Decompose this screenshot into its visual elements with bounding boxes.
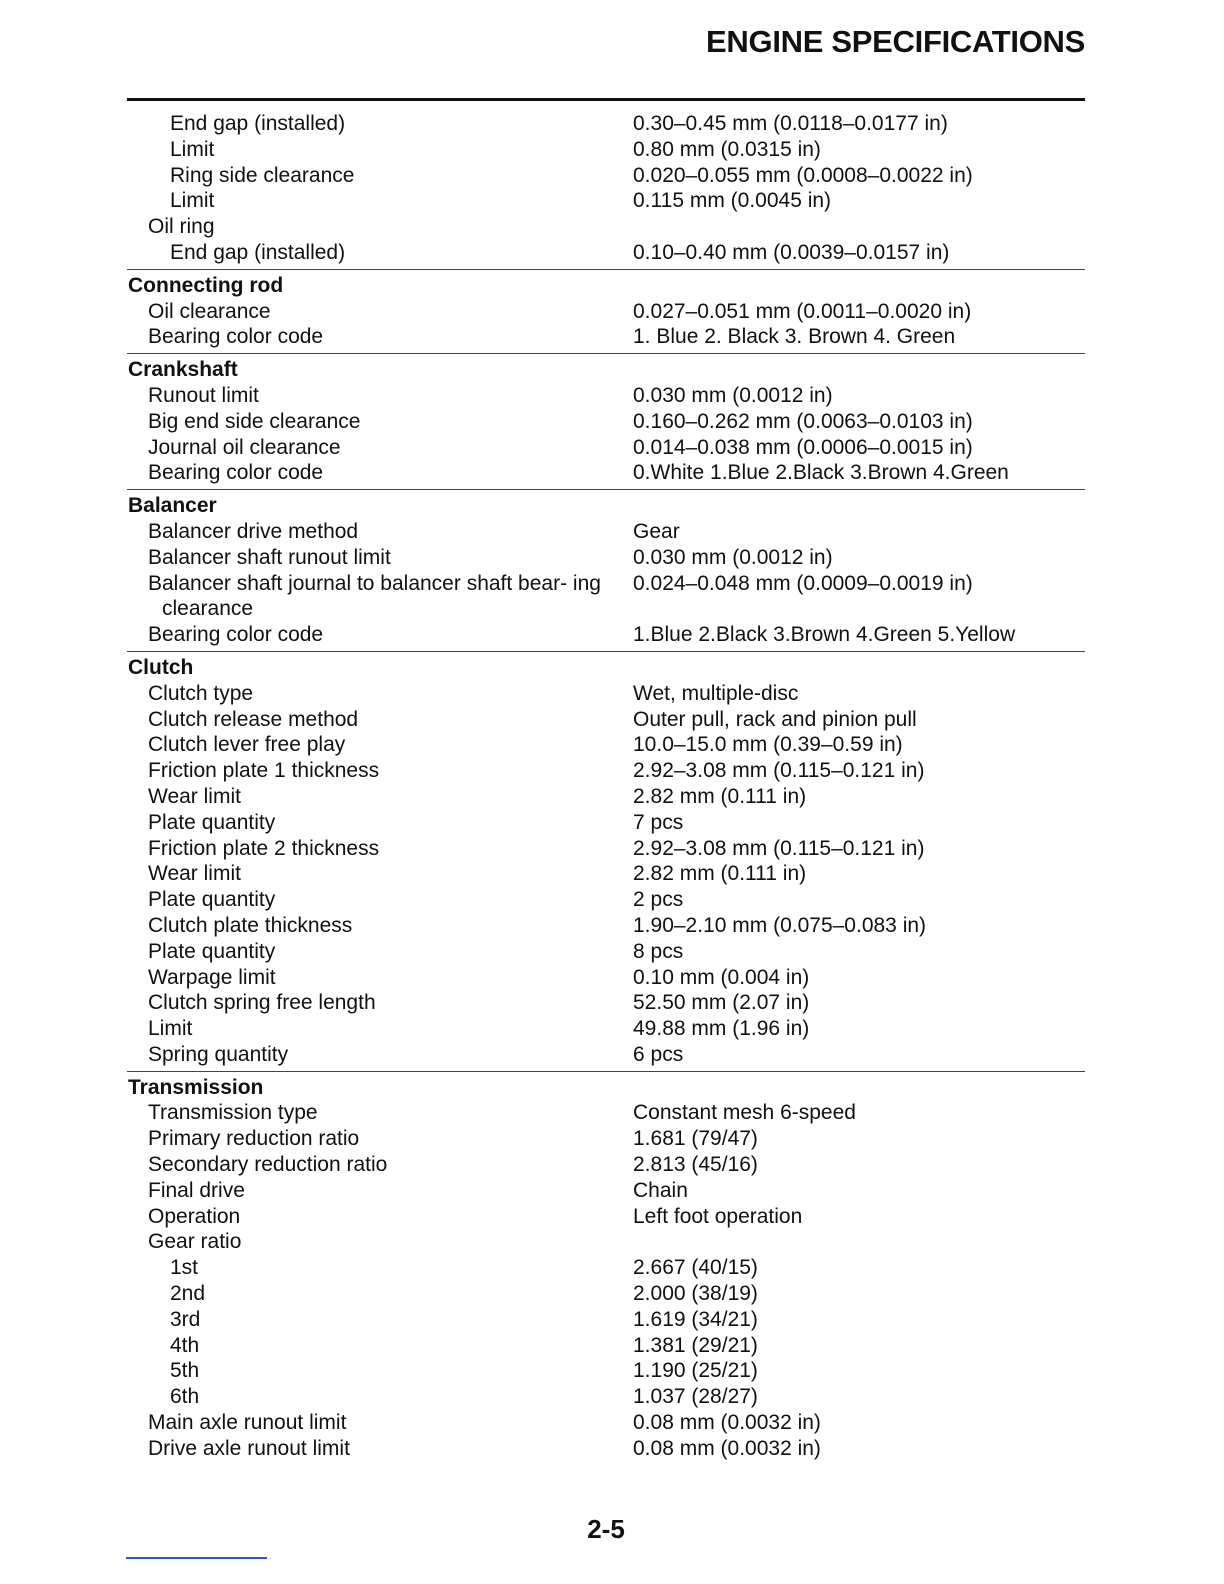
spec-value: Constant mesh 6-speed	[633, 1101, 856, 1125]
spec-value: 0.020–0.055 mm (0.0008–0.0022 in)	[633, 163, 973, 187]
spec-value: 52.50 mm (2.07 in)	[633, 991, 810, 1015]
spec-value: 2.92–3.08 mm (0.115–0.121 in)	[633, 836, 925, 860]
spec-value: 8 pcs	[633, 939, 684, 963]
spec-label: Oil ring	[148, 215, 215, 239]
spec-value: 2.92–3.08 mm (0.115–0.121 in)	[633, 759, 925, 783]
spec-row	[127, 324, 1085, 350]
spec-row	[127, 545, 1085, 571]
spec-value: 2.667 (40/15)	[633, 1256, 758, 1280]
spec-section	[127, 493, 1085, 652]
spec-label: Primary reduction ratio	[148, 1127, 360, 1151]
spec-label: Clutch lever free play	[148, 733, 346, 757]
spec-label: Journal oil clearance	[148, 435, 341, 459]
spec-row	[127, 111, 1085, 137]
spec-row	[127, 460, 1085, 486]
spec-label: 5th	[170, 1359, 200, 1383]
footer-rule	[126, 1557, 267, 1559]
section-heading: Connecting rod	[128, 273, 284, 297]
spec-label: Clutch spring free length	[148, 991, 376, 1015]
spec-row	[127, 137, 1085, 163]
spec-table	[127, 111, 1085, 1468]
spec-label: Clutch release method	[148, 707, 359, 731]
spec-label: Spring quantity	[148, 1042, 289, 1066]
spec-label: Transmission type	[148, 1101, 318, 1125]
spec-row	[127, 188, 1085, 214]
spec-row	[127, 887, 1085, 913]
spec-value: 0.014–0.038 mm (0.0006–0.0015 in)	[633, 435, 973, 459]
spec-label: Bearing color code	[148, 623, 324, 647]
spec-value: 0.08 mm (0.0032 in)	[633, 1411, 821, 1435]
spec-row	[127, 681, 1085, 707]
spec-label: Limit	[170, 189, 215, 213]
spec-label: End gap (installed)	[170, 240, 346, 264]
spec-row	[127, 1436, 1085, 1462]
spec-label: Plate quantity	[148, 810, 276, 834]
spec-value: 49.88 mm (1.96 in)	[633, 1017, 810, 1041]
spec-section	[127, 655, 1085, 1072]
spec-label: Final drive	[148, 1178, 245, 1202]
spec-label: 4th	[170, 1333, 200, 1357]
spec-value: 0.160–0.262 mm (0.0063–0.0103 in)	[633, 409, 973, 433]
spec-value: 1. Blue 2. Black 3. Brown 4. Green	[633, 325, 956, 349]
spec-value: 0.030 mm (0.0012 in)	[633, 545, 833, 569]
spec-row	[127, 861, 1085, 887]
spec-value: 2.813 (45/16)	[633, 1153, 758, 1177]
spec-section	[127, 357, 1085, 490]
spec-label: 3rd	[170, 1307, 201, 1331]
spec-value: Chain	[633, 1178, 688, 1202]
spec-label: Runout limit	[148, 383, 259, 407]
spec-row	[127, 1042, 1085, 1068]
spec-value: 1.Blue 2.Black 3.Brown 4.Green 5.Yellow	[633, 623, 1016, 647]
spec-row	[127, 163, 1085, 189]
spec-label: Drive axle runout limit	[148, 1436, 350, 1460]
spec-value: 0.027–0.051 mm (0.0011–0.0020 in)	[633, 299, 972, 323]
spec-row	[127, 1100, 1085, 1126]
spec-label: Gear ratio	[148, 1230, 242, 1254]
spec-value: 1.037 (28/27)	[633, 1385, 758, 1409]
spec-label: Bearing color code	[148, 461, 324, 485]
spec-row	[127, 784, 1085, 810]
spec-label: Plate quantity	[148, 939, 276, 963]
spec-row	[127, 1204, 1085, 1230]
spec-value: 2.000 (38/19)	[633, 1282, 758, 1306]
spec-row	[127, 214, 1085, 240]
spec-label: Wear limit	[148, 862, 241, 886]
spec-value: 0.10 mm (0.004 in)	[633, 965, 810, 989]
spec-value: 1.190 (25/21)	[633, 1359, 758, 1383]
spec-row	[127, 519, 1085, 545]
spec-label: Limit	[148, 1017, 193, 1041]
spec-row	[127, 913, 1085, 939]
spec-value: 0.030 mm (0.0012 in)	[633, 383, 833, 407]
spec-value: 2.82 mm (0.111 in)	[633, 784, 807, 808]
spec-value: 2.82 mm (0.111 in)	[633, 862, 807, 886]
spec-label: Main axle runout limit	[148, 1411, 347, 1435]
spec-label: 1st	[170, 1256, 199, 1280]
spec-value: 7 pcs	[633, 810, 684, 834]
spec-row	[127, 299, 1085, 325]
spec-row	[127, 1178, 1085, 1204]
spec-label: Bearing color code	[148, 325, 324, 349]
spec-value: Gear	[633, 519, 680, 543]
spec-value: 6 pcs	[633, 1042, 684, 1066]
spec-label: Operation	[148, 1204, 241, 1228]
spec-label: Wear limit	[148, 784, 241, 808]
spec-row	[127, 939, 1085, 965]
spec-value: 0.115 mm (0.0045 in)	[633, 189, 832, 213]
spec-row	[127, 1333, 1085, 1359]
spec-row	[127, 1410, 1085, 1436]
spec-row	[127, 1281, 1085, 1307]
spec-value: 1.381 (29/21)	[633, 1333, 758, 1357]
spec-row	[127, 1229, 1085, 1255]
spec-label: Balancer shaft runout limit	[148, 545, 391, 569]
spec-row	[127, 622, 1085, 648]
spec-value: 0.30–0.45 mm (0.0118–0.0177 in)	[633, 112, 948, 135]
spec-row	[127, 965, 1085, 991]
spec-label: Big end side clearance	[148, 409, 361, 433]
spec-label: 2nd	[170, 1282, 206, 1306]
spec-row	[127, 435, 1085, 461]
spec-row	[127, 1016, 1085, 1042]
spec-value: 0.024–0.048 mm (0.0009–0.0019 in)	[633, 571, 973, 595]
spec-row	[127, 409, 1085, 435]
spec-value: 1.90–2.10 mm (0.075–0.083 in)	[633, 913, 927, 937]
section-heading: Clutch	[128, 655, 194, 679]
spec-value: 1.619 (34/21)	[633, 1307, 758, 1331]
spec-value: 0.80 mm (0.0315 in)	[633, 137, 821, 161]
spec-value: 0.08 mm (0.0032 in)	[633, 1436, 821, 1460]
spec-value: 0.10–0.40 mm (0.0039–0.0157 in)	[633, 240, 950, 264]
spec-row	[127, 1152, 1085, 1178]
spec-label: End gap (installed)	[170, 112, 346, 135]
spec-label: Warpage limit	[148, 965, 276, 989]
spec-value: 0.White 1.Blue 2.Black 3.Brown 4.Green	[633, 461, 1009, 485]
spec-value: 1.681 (79/47)	[633, 1127, 758, 1151]
spec-label: Ring side clearance	[170, 163, 355, 187]
section-heading: Crankshaft	[128, 358, 238, 382]
spec-row	[127, 836, 1085, 862]
page-number: 2-5	[587, 1514, 625, 1544]
spec-row	[127, 1126, 1085, 1152]
spec-label: Balancer drive method	[148, 519, 359, 543]
spec-label: Clutch type	[148, 681, 254, 705]
header-rule	[127, 98, 1085, 101]
spec-section	[127, 1075, 1085, 1465]
spec-row	[127, 707, 1085, 733]
spec-row	[127, 810, 1085, 836]
spec-label: Plate quantity	[148, 888, 276, 912]
spec-row	[127, 732, 1085, 758]
spec-value	[633, 1229, 1085, 1255]
spec-value: Outer pull, rack and pinion pull	[633, 707, 917, 731]
spec-row	[127, 990, 1085, 1016]
spec-row	[127, 1307, 1085, 1333]
spec-label: Friction plate 2 thickness	[148, 836, 380, 860]
spec-value: Wet, multiple-disc	[633, 681, 799, 705]
spec-value: 2 pcs	[633, 888, 684, 912]
spec-row	[127, 240, 1085, 266]
section-heading: Balancer	[128, 494, 217, 518]
spec-section	[127, 111, 1085, 270]
spec-value: 10.0–15.0 mm (0.39–0.59 in)	[633, 733, 903, 757]
spec-label: Clutch plate thickness	[148, 913, 353, 937]
section-heading: Transmission	[128, 1075, 264, 1099]
spec-label: Oil clearance	[148, 299, 271, 323]
spec-label: Limit	[170, 137, 215, 161]
page-title: ENGINE SPECIFICATIONS	[706, 24, 1085, 59]
spec-row	[127, 571, 1085, 623]
spec-row	[127, 383, 1085, 409]
spec-row	[127, 1384, 1085, 1410]
spec-label: Secondary reduction ratio	[148, 1153, 388, 1177]
spec-value: Left foot operation	[633, 1204, 803, 1228]
spec-label: 6th	[170, 1385, 200, 1409]
spec-row	[127, 758, 1085, 784]
spec-value	[633, 214, 1085, 240]
spec-section	[127, 273, 1085, 354]
spec-row	[127, 1255, 1085, 1281]
spec-label: Balancer shaft journal to balancer shaft bear- ing clearance	[148, 571, 601, 621]
spec-row	[127, 1358, 1085, 1384]
spec-label: Friction plate 1 thickness	[148, 759, 380, 783]
